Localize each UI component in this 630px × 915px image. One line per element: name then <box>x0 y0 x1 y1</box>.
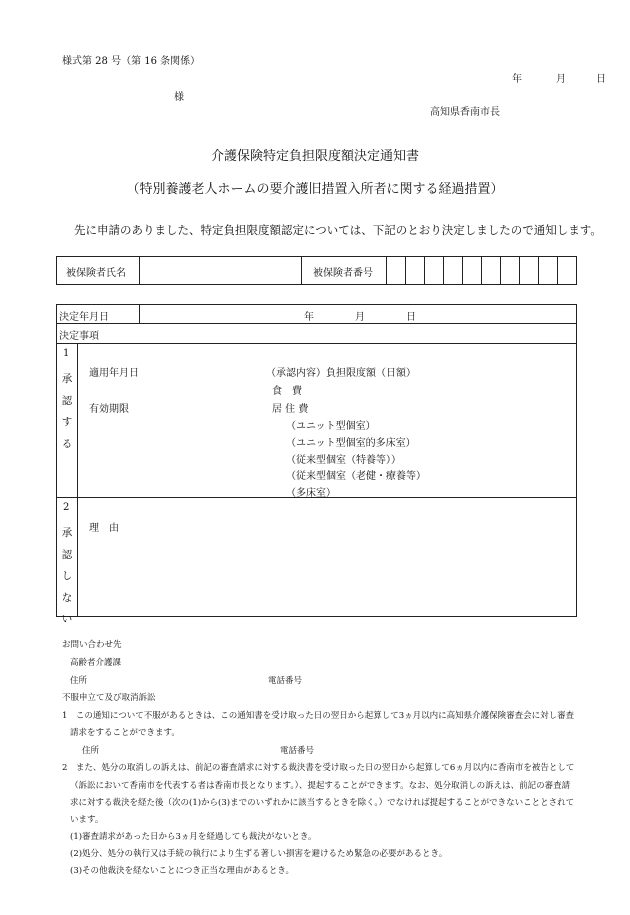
insured-name-field[interactable] <box>140 257 300 284</box>
appeal-item2-line4: います。 <box>70 815 104 825</box>
appeal-item1-line1: 1 この通知について不服があるときは、この通知書を受け取った日の翌日から起算して3ヵ月以内に高知県介護保険審査会に対し審査 <box>62 711 575 721</box>
appeal-item1-phone: 電話番号 <box>280 746 315 756</box>
applied-date-label: 適用年月日 <box>89 368 139 379</box>
room-type-1: （ユニット型個室） <box>286 421 376 432</box>
contact-label: お問い合わせ先 <box>62 640 122 650</box>
approve-number: 1 <box>63 348 70 359</box>
insured-number-field[interactable] <box>387 257 576 284</box>
decision-date-label: 決定年月日 <box>59 312 109 323</box>
contact-address-label: 住所 <box>70 676 88 686</box>
appeal-heading: 不服申立て及び取消訴訟 <box>62 693 156 703</box>
approval-content-header: （承認内容）負担限度額（日額） <box>266 368 416 379</box>
date-month-label: 月 <box>556 74 566 85</box>
room-type-5: （多床室） <box>286 488 336 499</box>
intro-text: 先に申請のありました、特定負担限度額認定については、下記のとおり決定しましたので通知します。 <box>74 223 602 237</box>
decision-date-month: 月 <box>355 312 365 323</box>
form-number: 様式第 28 号（第 16 条関係） <box>62 56 201 67</box>
appeal-sub-3: (3)その他裁決を経ないことにつき正当な理由があるとき。 <box>70 866 295 876</box>
insured-name-label: 被保険者氏名 <box>66 268 126 279</box>
appeal-item2-line1: 2 また、処分の取消しの訴えは、前記の審査請求に対する裁決書を受け取った日の翌日から起算して6ヵ月以内に香南市を被告として <box>62 763 575 773</box>
page-subtitle: （特別養護老人ホームの要介護旧措置入所者に関する経過措置） <box>126 182 504 197</box>
decision-date-year: 年 <box>304 312 314 323</box>
appeal-sub-1: (1)審査請求があった日から3ヵ月を経過しても裁決がないとき。 <box>70 832 317 842</box>
addressee-suffix: 様 <box>174 92 184 103</box>
decision-items-label: 決定事項 <box>59 331 99 342</box>
appeal-item1-line2: 請求をすることができます。 <box>70 728 180 738</box>
residence-cost-label: 居 住 費 <box>272 404 309 415</box>
date-day-label: 日 <box>596 74 606 85</box>
appeal-item1-address: 住所 <box>82 746 100 756</box>
appeal-item2-line3: 求に対する裁決を経た後（次の(1)から(3)までのいずれかに該当するときを除く。）でなければ提起することができないこととされて <box>70 798 575 808</box>
issuer: 高知県香南市長 <box>430 107 500 118</box>
date-year-label: 年 <box>512 74 522 85</box>
valid-period-label: 有効期限 <box>89 404 129 415</box>
reason-label: 理 由 <box>89 523 119 534</box>
room-type-2: （ユニット型個室的多床室） <box>286 438 416 449</box>
insured-number-label: 被保険者番号 <box>313 268 373 279</box>
decision-date-day: 日 <box>406 312 416 323</box>
approve-vertical-label: 承 認 す る <box>61 373 73 450</box>
appeal-sub-2: (2)処分、処分の執行又は手続の執行により生ずる著しい損害を避けるため緊急の必要があるとき。 <box>70 849 448 859</box>
deny-number: 2 <box>63 502 70 513</box>
deny-vertical-label: 承 認 し な い <box>61 527 73 625</box>
appeal-item2-line2: （訴訟において香南市を代表する者は香南市長となります。）、提起することができます。なお、処分取消しの訴えは、前記の審査請 <box>70 781 571 791</box>
room-type-3: （従来型個室（特養等）） <box>286 455 401 466</box>
contact-dept: 高齢者介護課 <box>70 658 122 668</box>
food-cost-label: 食 費 <box>272 386 302 397</box>
page-title: 介護保険特定負担限度額決定通知書 <box>210 149 419 164</box>
room-type-4: （従来型個室（老健・療養等） <box>286 471 426 482</box>
contact-phone-label: 電話番号 <box>268 676 303 686</box>
